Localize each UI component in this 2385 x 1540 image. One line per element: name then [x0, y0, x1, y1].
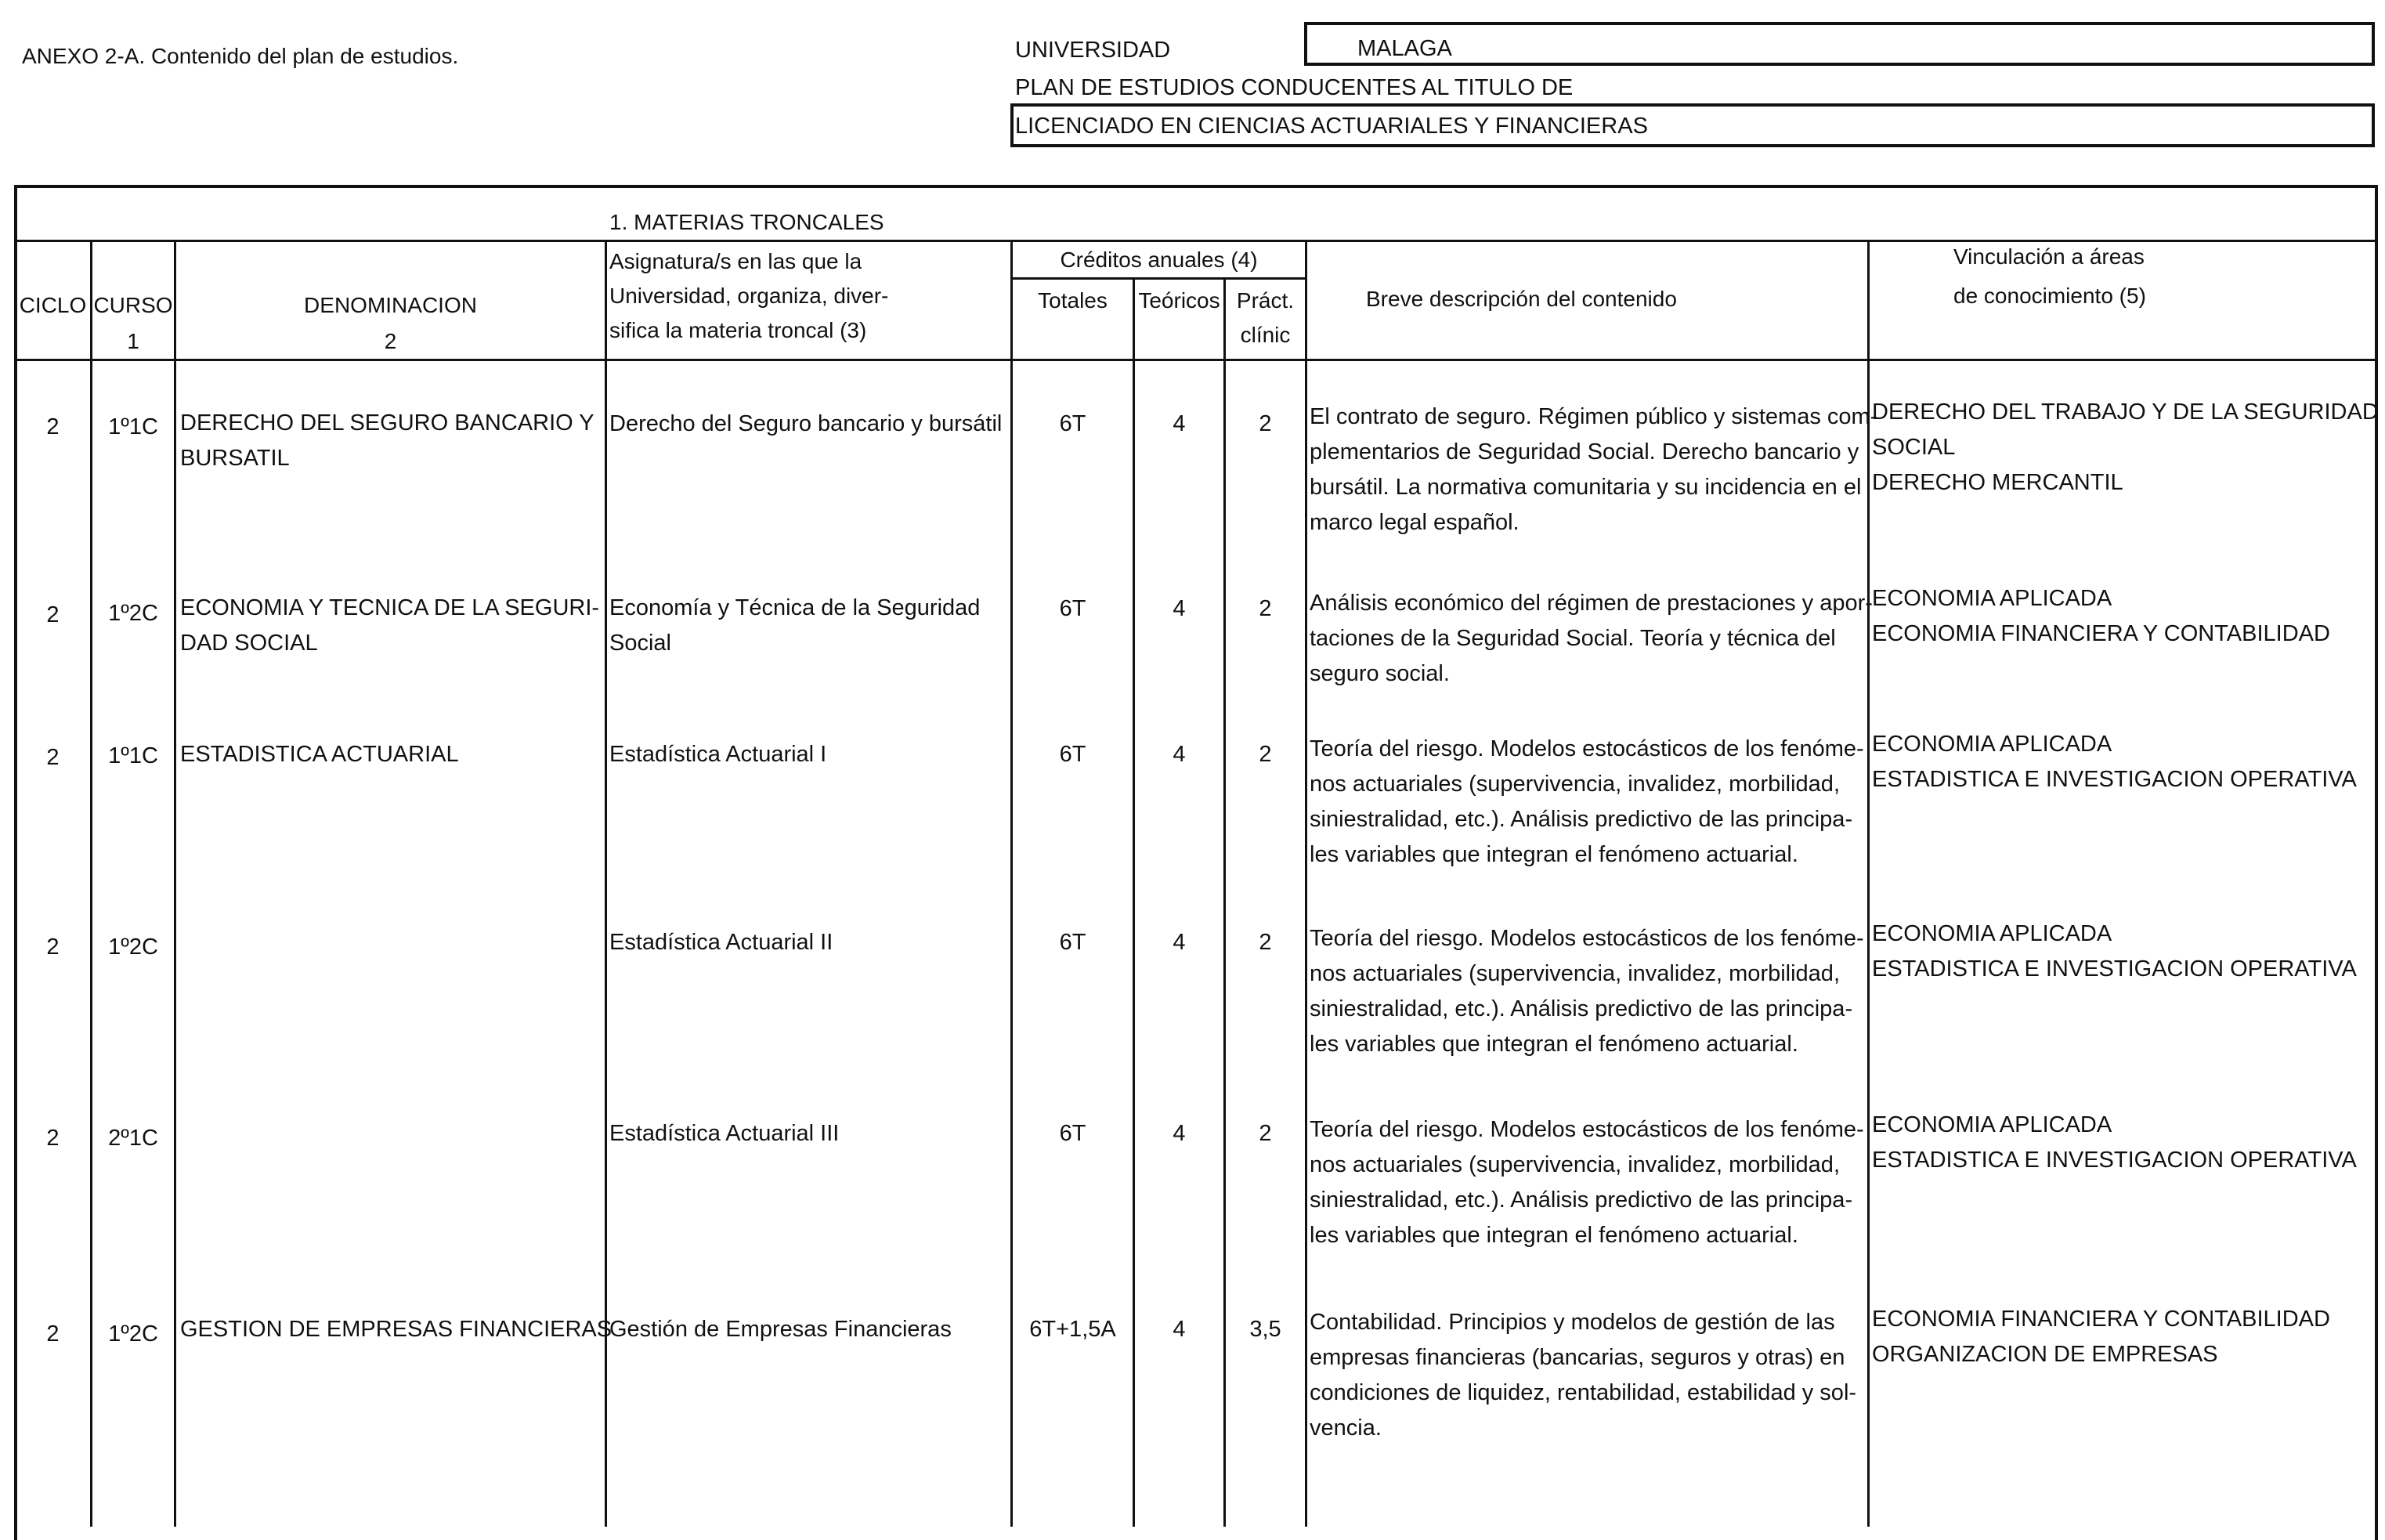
- header-clinic: clínic: [1240, 323, 1291, 347]
- row3-totales: 6T: [1059, 742, 1086, 767]
- col-sep-curso: [174, 240, 176, 1527]
- row5-descripcion: Teoría del riesgo. Modelos estocásticos de los fenóme- nos actuariales (supervivencia, invalidez, morbilidad, siniestralidad, etc.). Análisis predictivo de las principa- les variables que integran el fenómeno actuarial.: [1310, 1117, 1864, 1248]
- row2-denominacion: ECONOMIA Y TECNICA DE LA SEGURI- DAD SOCIAL: [180, 595, 600, 656]
- header-asignatura: Asignatura/s en las que la Universidad, organiza, diver- sifica la materia troncal (3): [609, 249, 889, 342]
- row6-ciclo: 2: [46, 1321, 60, 1347]
- header-totales: Totales: [1038, 288, 1108, 313]
- header-vinculacion-2: de conocimiento (5): [1953, 284, 2146, 308]
- header-descripcion: Breve descripción del contenido: [1366, 287, 1677, 311]
- header-practicos: Práct.: [1236, 288, 1295, 313]
- row3-practicos: 2: [1259, 742, 1272, 767]
- university-label: UNIVERSIDAD: [1015, 38, 1171, 63]
- col-sep-practicos: [1305, 240, 1307, 1527]
- row5-asignatura: Estadística Actuarial III: [609, 1121, 840, 1146]
- header-ciclo: CICLO: [19, 293, 87, 317]
- row4-totales: 6T: [1059, 930, 1086, 955]
- row5-ciclo: 2: [46, 1126, 60, 1151]
- row3-areas: ECONOMIA APLICADA ESTADISTICA E INVESTIGACION OPERATIVA: [1872, 732, 2357, 792]
- row6-practicos: 3,5: [1249, 1317, 1281, 1342]
- header-teoricos: Teóricos: [1138, 288, 1220, 313]
- row2-teoricos: 4: [1173, 596, 1186, 621]
- section-title: 1. MATERIAS TRONCALES: [609, 210, 884, 234]
- row2-totales: 6T: [1059, 596, 1086, 621]
- row4-asignatura: Estadística Actuarial II: [609, 930, 833, 955]
- row2-asignatura: Economía y Técnica de la Seguridad Social: [609, 595, 981, 656]
- university-box: [1304, 22, 2375, 66]
- row4-areas: ECONOMIA APLICADA ESTADISTICA E INVESTIGACION OPERATIVA: [1872, 921, 2357, 981]
- header-creditos: Créditos anuales (4): [1060, 248, 1258, 272]
- row1-practicos: 2: [1259, 411, 1272, 436]
- row5-totales: 6T: [1059, 1121, 1086, 1146]
- row1-descripcion: El contrato de seguro. Régimen público y sistemas com- plementarios de Seguridad Social. Derecho bancario y bursátil. La normativa comunitaria y su incidencia en el marco legal español.: [1310, 404, 1878, 535]
- row6-asignatura: Gestión de Empresas Financieras: [609, 1317, 952, 1342]
- row6-teoricos: 4: [1173, 1317, 1186, 1342]
- row5-teoricos: 4: [1173, 1121, 1186, 1146]
- degree-value: LICENCIADO EN CIENCIAS ACTUARIALES Y FINANCIERAS: [1015, 114, 1648, 139]
- row2-ciclo: 2: [46, 602, 60, 627]
- row4-descripcion: Teoría del riesgo. Modelos estocásticos de los fenóme- nos actuariales (supervivencia, invalidez, morbilidad, siniestralidad, etc.). Análisis predictivo de las principa- les variables que integran el fenómeno actuarial.: [1310, 926, 1864, 1057]
- header-denominacion: DENOMINACION: [304, 293, 477, 317]
- row3-asignatura: Estadística Actuarial I: [609, 742, 827, 767]
- row6-denominacion: GESTION DE EMPRESAS FINANCIERAS: [180, 1317, 613, 1342]
- creditos-subheader-rule: [1012, 277, 1306, 280]
- header-curso-num: 1: [127, 329, 139, 353]
- university-value: MALAGA: [1357, 36, 1452, 61]
- row6-areas: ECONOMIA FINANCIERA Y CONTABILIDAD ORGANIZACION DE EMPRESAS: [1872, 1307, 2330, 1367]
- row1-curso: 1º1C: [108, 414, 158, 439]
- row2-practicos: 2: [1259, 596, 1272, 621]
- header-curso: CURSO: [93, 293, 173, 317]
- row2-curso: 1º2C: [108, 601, 158, 626]
- row4-curso: 1º2C: [108, 934, 158, 960]
- row4-teoricos: 4: [1173, 930, 1186, 955]
- row3-descripcion: Teoría del riesgo. Modelos estocásticos de los fenóme- nos actuariales (supervivencia, invalidez, morbilidad, siniestralidad, etc.). Análisis predictivo de las principa- les variables que integran el fenómeno actuarial.: [1310, 736, 1864, 867]
- row5-practicos: 2: [1259, 1121, 1272, 1146]
- row5-curso: 2º1C: [108, 1126, 158, 1151]
- row1-areas: DERECHO DEL TRABAJO Y DE LA SEGURIDAD SOCIAL DERECHO MERCANTIL: [1872, 399, 2379, 495]
- row5-areas: ECONOMIA APLICADA ESTADISTICA E INVESTIGACION OPERATIVA: [1872, 1112, 2357, 1173]
- row4-ciclo: 2: [46, 934, 60, 960]
- row1-denominacion: DERECHO DEL SEGURO BANCARIO Y BURSATIL: [180, 410, 594, 471]
- row1-asignatura: Derecho del Seguro bancario y bursátil: [609, 411, 1003, 436]
- row6-totales: 6T+1,5A: [1029, 1317, 1116, 1342]
- row1-ciclo: 2: [46, 414, 60, 439]
- row3-teoricos: 4: [1173, 742, 1186, 767]
- row3-ciclo: 2: [46, 745, 60, 770]
- row4-practicos: 2: [1259, 930, 1272, 955]
- annex-title: ANEXO 2-A. Contenido del plan de estudios.: [22, 44, 459, 68]
- row2-areas: ECONOMIA APLICADA ECONOMIA FINANCIERA Y CONTABILIDAD: [1872, 586, 2330, 646]
- row1-totales: 6T: [1059, 411, 1086, 436]
- row2-descripcion: Análisis económico del régimen de prestaciones y apor- taciones de la Seguridad Social. Teoría y técnica del seguro social.: [1310, 591, 1873, 686]
- plan-label: PLAN DE ESTUDIOS CONDUCENTES AL TITULO DE: [1015, 75, 1574, 100]
- row3-denominacion: ESTADISTICA ACTUARIAL: [180, 742, 459, 767]
- row6-descripcion: Contabilidad. Principios y modelos de gestión de las empresas financieras (bancarias, seguros y otras) en condiciones de liquidez, rentabilidad, estabilidad y sol- vencia.: [1310, 1310, 1857, 1441]
- row1-teoricos: 4: [1173, 411, 1186, 436]
- header-vinculacion: Vinculación a áreas: [1953, 244, 2145, 269]
- header-bottom-rule: [14, 359, 2378, 361]
- row6-curso: 1º2C: [108, 1321, 158, 1347]
- header-denominacion-num: 2: [384, 329, 397, 353]
- row3-curso: 1º1C: [108, 743, 158, 768]
